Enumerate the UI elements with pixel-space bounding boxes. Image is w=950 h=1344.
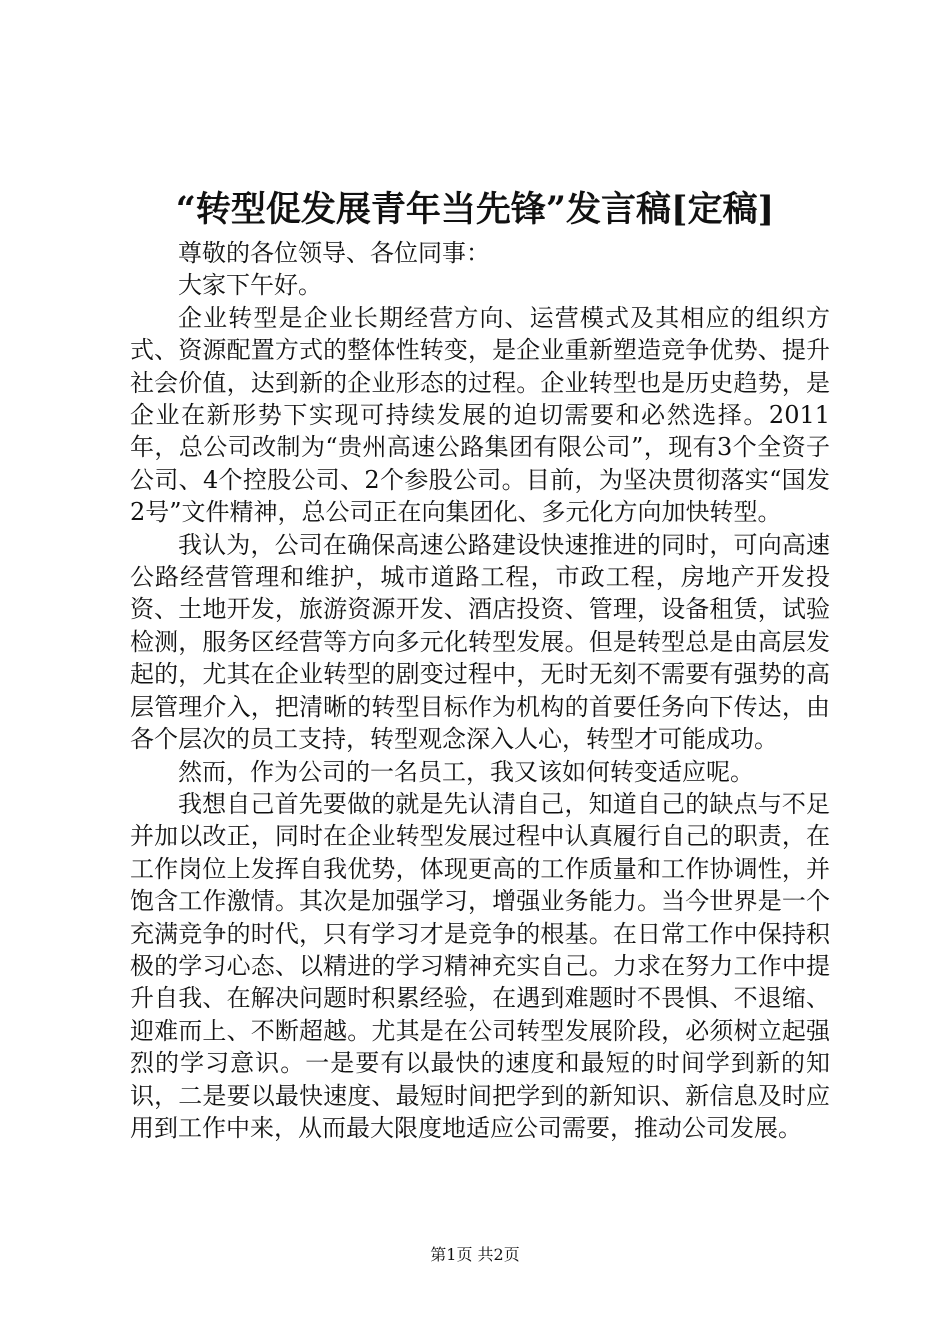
- page-footer: 第1页 共2页: [430, 1245, 520, 1264]
- greeting: 大家下午好。: [178, 271, 322, 300]
- body-paragraph: 然而，作为公司的一名员工，我又该如何转变适应呢。: [178, 757, 754, 786]
- body-paragraph: 企业转型是企业长期经营方向、运营模式及其相应的组织方式、资源配置方式的整体性转变，是企业重新塑造竞争优势、提升社会价值，达到新的企业形态的过程。企业转型也是历史趋势，是企业在新形势下实现可持续发展的迫切需要和必然选择。2011年，总公司改制为“贵州高速公路集团有限公司”，现有3个全资子公司、4个控股公司、2个参股公司。目前，为坚决贯彻落实“国发2号”文件精神，总公司正在向集团化、多元化方向加快转型。: [130, 303, 830, 527]
- body-paragraph: 我想自己首先要做的就是先认清自己，知道自己的缺点与不足并加以改正，同时在企业转型发展过程中认真履行自己的职责，在工作岗位上发挥自我优势，体现更高的工作质量和工作协调性，并饱含工作激情。其次是加强学习，增强业务能力。当今世界是一个充满竞争的时代，只有学习才是竞争的根基。在日常工作中保持积极的学习心态、以精进的学习精神充实自己。力求在努力工作中提升自我、在解决问题时积累经验，在遇到难题时不畏惧、不退缩、迎难而上、不断超越。尤其是在公司转型发展阶段，必须树立起强烈的学习意识。一是要有以最快的速度和最短的时间学到新的知识，二是要以最快速度、最短时间把学到的新知识、新信息及时应用到工作中来，从而最大限度地适应公司需要，推动公司发展。: [130, 789, 830, 1142]
- body-paragraph: 我认为，公司在确保高速公路建设快速推进的同时，可向高速公路经营管理和维护，城市道路工程，市政工程，房地产开发投资、土地开发，旅游资源开发、酒店投资、管理，设备租赁，试验检测，服务区经营等方向多元化转型发展。但是转型总是由高层发起的，尤其在企业转型的剧变过程中，无时无刻不需要有强势的高层管理介入，把清晰的转型目标作为机构的首要任务向下传达，由各个层次的员工支持，转型观念深入人心，转型才可能成功。: [130, 530, 830, 754]
- salutation: 尊敬的各位领导、各位同事：: [178, 239, 490, 267]
- document-title: “转型促发展青年当先锋”发言稿[定稿]: [175, 189, 775, 230]
- document-body: [130, 237, 830, 1144]
